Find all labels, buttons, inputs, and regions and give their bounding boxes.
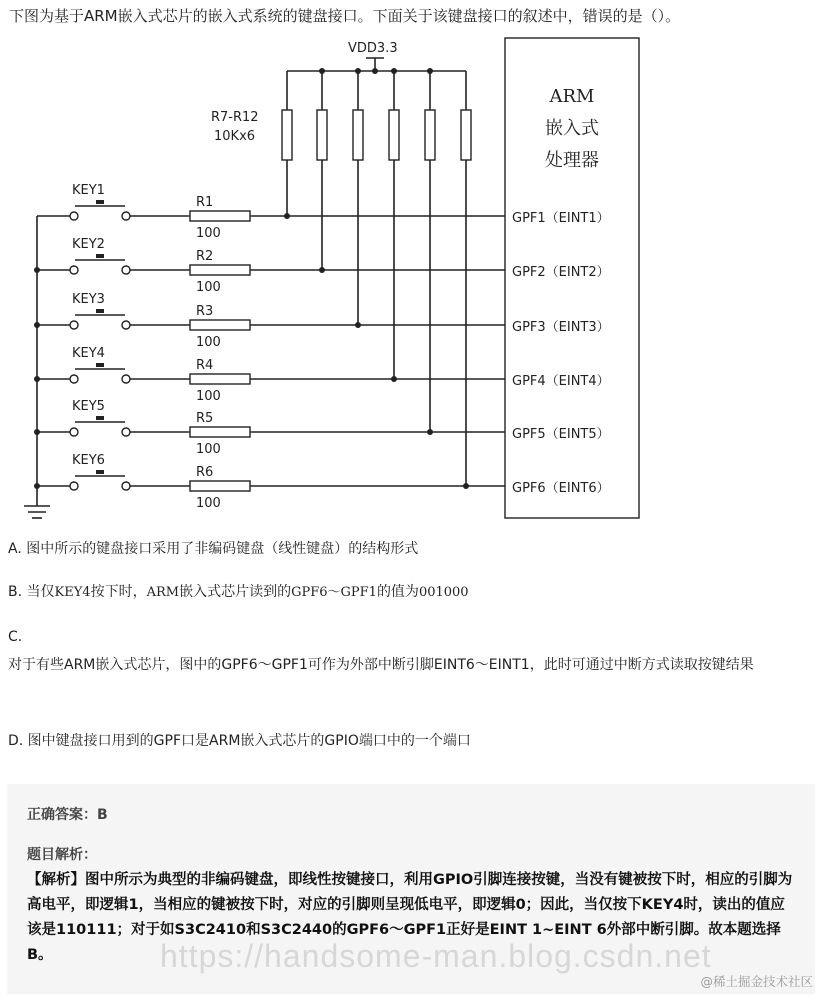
processor-label-2: 嵌入式 [545, 118, 599, 139]
analysis-text: 【解析】图中所示为典型的非编码键盘，即线性按键接口，利用GPIO引脚连接按键，当没有键被按下时，相应的引脚为高电平，即逻辑1，当相应的键被按下时，对应的引脚则呈现低电平，即逻辑0；因此，当仅按下KEY4时，读出的值应该是110111；对于如S3C2410和S3C2440的GPF6～GPF1正好是EINT 1~EINT 6外部中断引脚。故本题选择B。 [27, 872, 793, 963]
key-label-4: KEY4 [72, 346, 105, 361]
option-b-gpf: GPF6～GPF1 [291, 585, 377, 600]
resistor-label-1: R1 [196, 195, 214, 210]
option-b-prefix: B. 当仅 [8, 584, 55, 600]
option-b-mid2: 嵌入式芯片读到的 [179, 584, 292, 600]
key-label-5: KEY5 [72, 399, 105, 414]
resistor-array-label-2: 10Kx6 [214, 129, 256, 144]
resistor-array-label-1: R7-R12 [211, 110, 259, 125]
resistor-label-4: R4 [196, 358, 214, 373]
option-c-text[interactable]: 对于有些ARM嵌入式芯片，图中的GPF6～GPF1可作为外部中断引脚EINT6～EINT1，此时可通过中断方式读取按键结果 [8, 657, 754, 673]
resistor-value-2: 100 [196, 280, 221, 295]
processor-label-1: ARM [549, 86, 595, 107]
keyboard-circuit-diagram [0, 28, 821, 528]
key-label-2: KEY2 [72, 237, 105, 252]
processor-label-3: 处理器 [545, 150, 599, 171]
pin-label-2: GPF2（EINT2） [512, 265, 610, 280]
source-tag: @稀土掘金技术社区 [700, 974, 813, 989]
key-label-1: KEY1 [72, 183, 105, 198]
resistor-value-6: 100 [196, 496, 221, 511]
resistor-label-3: R3 [196, 304, 214, 319]
correct-answer: 正确答案：B [27, 807, 108, 823]
analysis-label: 题目解析： [27, 847, 97, 863]
pin-label-3: GPF3（EINT3） [512, 320, 610, 335]
watermark-url: https://handsome-man.blog.csdn.net [160, 938, 712, 974]
vdd-label: VDD3.3 [348, 41, 398, 56]
option-b-mid3: 的值为 [376, 584, 419, 600]
option-d[interactable]: D. 图中键盘接口用到的GPF口是ARM嵌入式芯片的GPIO端口中的一个端口 [8, 733, 471, 749]
pin-label-4: GPF4（EINT4） [512, 374, 610, 389]
resistor-value-4: 100 [196, 389, 221, 404]
option-b-key: KEY4 [54, 585, 91, 600]
resistor-value-5: 100 [196, 442, 221, 457]
resistor-value-1: 100 [196, 226, 221, 241]
pin-label-6: GPF6（EINT6） [512, 481, 610, 496]
key-label-6: KEY6 [72, 453, 105, 468]
option-b-mid: 按下时， [90, 584, 147, 600]
option-b-arm: ARM [146, 585, 180, 600]
resistor-label-6: R6 [196, 465, 214, 480]
question-title: 下图为基于ARM嵌入式芯片的嵌入式系统的键盘接口。下面关于该键盘接口的叙述中，错误的是（）。 [9, 7, 681, 25]
option-b[interactable] [8, 577, 814, 608]
pin-label-5: GPF5（EINT5） [512, 427, 610, 442]
option-c-label[interactable]: C. [8, 629, 23, 645]
option-a[interactable]: A. 图中所示的键盘接口采用了非编码键盘（线性键盘）的结构形式 [8, 541, 419, 557]
option-b-value: 001000 [418, 585, 469, 600]
resistor-label-2: R2 [196, 249, 214, 264]
resistor-value-3: 100 [196, 335, 221, 350]
pin-label-1: GPF1（EINT1） [512, 211, 610, 226]
key-label-3: KEY3 [72, 292, 105, 307]
resistor-label-5: R5 [196, 411, 214, 426]
